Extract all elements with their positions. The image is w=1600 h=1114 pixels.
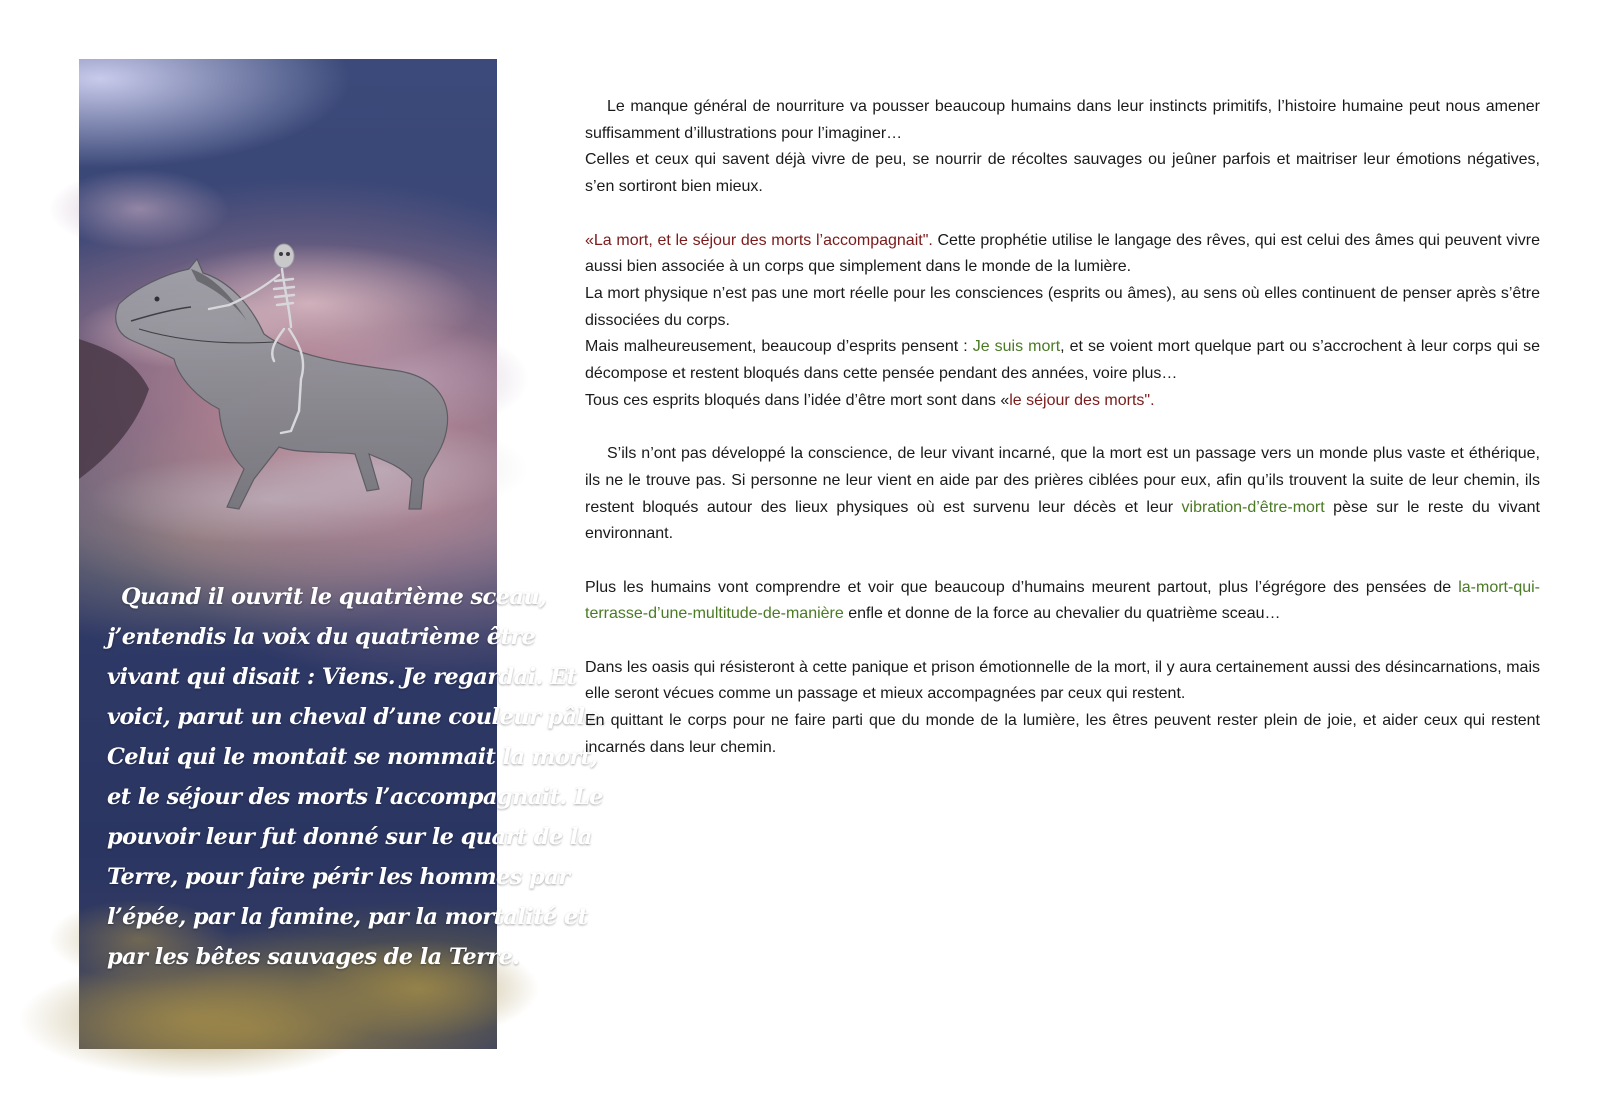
paragraph: En quittant le corps pour ne faire parti que du monde de la lumière, les êtres peuvent rester plein de joie, et aider ceux qui restent incarnés dans leur chemin. bbox=[585, 712, 1540, 756]
verse-line: voici, parut un cheval d’une couleur pâle. bbox=[107, 704, 606, 730]
verse-text bbox=[107, 577, 606, 977]
paragraph: La mort physique n’est pas une mort réelle pour les consciences (esprits ou âmes), au sens où elles continuent de penser après s’être dissociées du corps. bbox=[585, 284, 1540, 329]
paragraph bbox=[585, 388, 1540, 415]
paragraph-text: S’ils n’ont pas développé la conscience, de leur vivant incarné, que la mort est un passage vers un monde plus vaste et éthérique, ils ne le trouve pas. Si personne ne leur vient en aide par des prières ciblées pour eux, afin qu’ils trouvent la suite de leur chemin, ils restent bloqués autour des lieux physiques où est survenu leur décès et leur bbox=[585, 445, 1540, 516]
verse-line: l’épée, par la famine, par la mortalité et bbox=[107, 904, 588, 930]
paragraph: Celles et ceux qui savent déjà vivre de peu, se nourrir de récoltes sauvages ou jeûner parfois et maitriser leur émotions négatives, s’en sortiront bien mieux. bbox=[585, 151, 1540, 196]
highlight-text: la-mort-qui-terrasse-d’une-multitude-de-manière bbox=[585, 578, 1540, 623]
verse-line: Terre, pour faire périr les hommes par bbox=[107, 864, 570, 890]
paragraph-text: , et se voient mort quelque part ou s’accrochent à leur corps qui se décompose et restent bloqués dans cette pensée pendant des années, voire plus… bbox=[585, 338, 1541, 383]
verse-line: Quand il ouvrit le quatrième sceau, bbox=[121, 584, 547, 610]
verse-line: et le séjour des morts l’accompagnait. Le bbox=[107, 784, 603, 810]
verse-line: vivant qui disait : Viens. Je regardai. Et bbox=[107, 664, 577, 690]
paragraph-gap bbox=[585, 628, 1540, 655]
paragraph-gap bbox=[585, 414, 1540, 441]
highlight-text: Je suis mort bbox=[972, 338, 1061, 356]
paragraph-gap bbox=[585, 201, 1540, 228]
highlight-text: vibration-d’être-mort bbox=[1181, 498, 1325, 516]
paragraph-text: Tous ces esprits bloqués dans l’idée d’être mort sont dans « bbox=[585, 391, 1010, 409]
paragraph-text: enfle et donne de la force au chevalier du quatrième sceau… bbox=[843, 605, 1281, 623]
cloud bbox=[49, 169, 229, 249]
verse-line: par les bêtes sauvages de la Terre. bbox=[107, 944, 520, 970]
paragraph-text: Mais malheureusement, beaucoup d’esprits pensent : bbox=[585, 338, 973, 356]
paragraph: Le manque général de nourriture va pousser beaucoup humains dans leur instincts primitifs, l’histoire humaine peut nous amener suffisamment d’illustrations pour l’imaginer… bbox=[585, 98, 1540, 142]
highlight-text: le séjour des morts". bbox=[1009, 391, 1155, 409]
paragraph-text: Plus les humains vont comprendre et voir que beaucoup d’humains meurent partout, plus l’égrégore des pensées de bbox=[585, 578, 1459, 596]
paragraph-text: Cette prophétie utilise le langage des rêves, qui est celui des âmes qui peuvent vivre aussi bien associée à un corps que simplement dans le monde de la lumière. bbox=[585, 231, 1540, 276]
article-body bbox=[585, 94, 1540, 762]
verse-line: Celui qui le montait se nommait la mort, bbox=[107, 744, 598, 770]
paragraph bbox=[585, 334, 1540, 387]
paragraph-text: pèse sur le reste du vivant environnant. bbox=[585, 498, 1540, 543]
paragraph bbox=[585, 228, 1540, 281]
illustration-panel bbox=[79, 59, 606, 1049]
paragraph-gap bbox=[585, 548, 1540, 575]
cloud bbox=[89, 454, 449, 544]
verse-line: j’entendis la voix du quatrième être bbox=[107, 624, 536, 650]
prophecy-quote: «La mort, et le séjour des morts l’accompagnait". bbox=[585, 231, 933, 249]
paragraph: Dans les oasis qui résisteront à cette panique et prison émotionnelle de la mort, il y aura certainement aussi des désincarnations, mais elle seront vécues comme un passage et mieux accompagnées par ceux qui restent. bbox=[585, 658, 1540, 703]
paragraph bbox=[585, 575, 1540, 628]
paragraph bbox=[585, 441, 1540, 548]
verse-line: pouvoir leur fut donné sur le quart de la bbox=[107, 824, 592, 850]
